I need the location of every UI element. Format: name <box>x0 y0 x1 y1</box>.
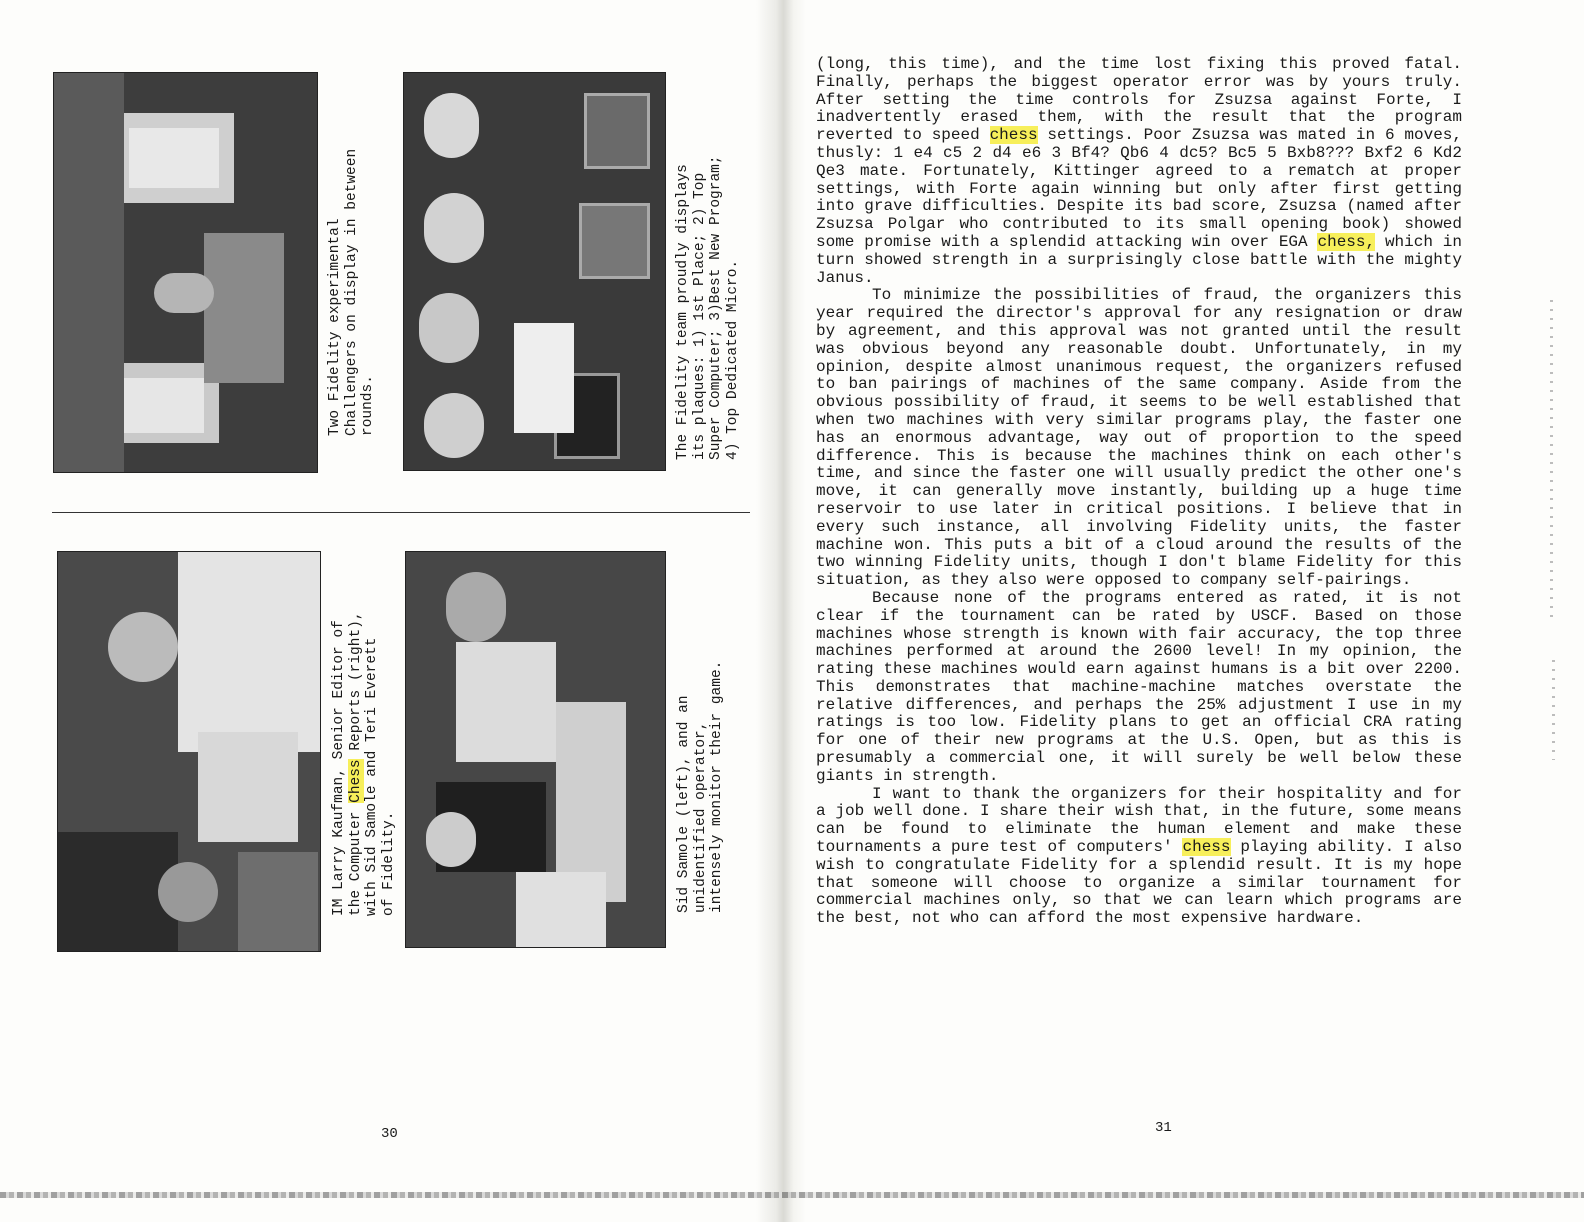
article-paragraph <box>816 590 1462 786</box>
page-number-left: 30 <box>381 1126 398 1142</box>
page-number-right: 31 <box>1155 1120 1172 1136</box>
highlighted-word: chess <box>1182 838 1231 857</box>
caption-bottom-left <box>331 611 397 916</box>
article-paragraph <box>816 786 1462 928</box>
caption-bottom-right: Sid Samole (left), and an unidentified operator, intensely monitor their game. <box>676 660 725 913</box>
paragraph-text: which in turn showed strength in a surprisingly close battle with the mighty Janus. <box>816 232 1462 287</box>
edge-marks <box>1552 660 1555 760</box>
caption-top-right: The Fidelity team proudly displays its plaques: 1) 1st Place; 2) Top Super Computer; 3)Best New Program; 4) Top Dedicated Micro. <box>675 155 741 460</box>
left-page <box>0 0 780 1222</box>
caption-bottom-left-pre: IM Larry Kaufman, Senior Editor of the Computer <box>331 620 364 916</box>
edge-marks <box>1550 300 1553 620</box>
photo-fidelity-team <box>403 72 666 471</box>
highlighted-word: chess, <box>1317 232 1376 251</box>
article-body <box>816 56 1462 928</box>
caption-top-left: Two Fidelity experimental Challengers on display in between rounds. <box>327 148 376 436</box>
caption-bottom-left-highlight: Chess <box>347 759 364 803</box>
paragraph-text: (long, this time), and the time lost fixing this proved fatal. Finally, perhaps the biggest operator error was by yours truly. After setting the time controls for Zsuzsa against Forte, I inadvertently erased them, with the result that the program reverted to speed <box>816 55 1462 145</box>
paragraph-text: settings. Poor Zsuzsa was mated in 6 moves, thusly: 1 e4 c5 2 d4 e6 3 Bf4? Qb6 4 dc5? Bc5 5 Bxb8??? Bxf2 6 Kd2 Qe3 mate. Fortunately, Kittinger agreed to a rematch at proper settings, with Forte again winning but only after first getting into grave difficulties. Despite its bad score, Zsuzsa (named after Zsuzsa Polgar who contributed to its small opening book) showed some promise with a splendid attacking win over EGA <box>816 126 1463 251</box>
paragraph-text: To minimize the possibilities of fraud, the organizers this year required the director's approval for any resignation or draw by agreement, and this approval was not granted until the result was obvious beyond any reasonable doubt. Unfortunately, in my opinion, despite almost unanimous request, the organizers refused to ban pairings of machines of the same company. Aside from the obvious possibility of fraud, it seems to be well established that when two machines with very similar programs play, the faster one has an enormous advantage, way out of proportion to the speed difference. This is because the machines think on each other's time, and since the faster one will usually predict the other one's move, it can generally move instantly, building up a huge time reservoir to use later in critical positions. I believe that in every such instance, all involving Fidelity units, the faster machine won. This puts a bit of a cloud around the results of the two winning Fidelity units, though I don't blame Fidelity for this situation, as they also were opposed to company self-pairings. <box>816 286 1462 590</box>
paragraph-text: I want to thank the organizers for their hospitality and for a job well done. I share their wish that, in the future, some means can be found to eliminate the human element and make these tournaments a pure test of computers' <box>816 784 1462 857</box>
scan-edge <box>0 1192 1584 1198</box>
photo-sid-samole <box>405 551 666 948</box>
photo-larry-kaufman <box>57 551 321 952</box>
article-paragraph <box>816 56 1462 287</box>
divider-rule <box>52 512 750 513</box>
paragraph-text: playing ability. I also wish to congratulate Fidelity for a splendid result. It is my hope that someone will choose to organize a similar tournament for commercial machines only, so that we can learn which programs are the best, not who can afford the most expensive hardware. <box>816 838 1463 928</box>
photo-experimental-challengers <box>53 72 318 473</box>
article-paragraph <box>816 287 1462 590</box>
highlighted-word: chess <box>989 126 1038 145</box>
caption-bottom-left-post: Reports (right), with Sid Samole and Teri Everett of Fidelity. <box>347 611 397 916</box>
paragraph-text: Because none of the programs entered as rated, it is not clear if the tournament can be rated by USCF. Based on those machines whose strength is known with fair accuracy, the top three machines performed at around the 2600 level! In my opinion, the rating these machines would earn against humans is a bit over 2200. This demonstrates that machine-machine matches overstate the relative differences, and perhaps the 25% adjustment I use in my ratings is too low. Fidelity plans to get an official CRA rating for one of their new programs at the U.S. Open, but as this is presumably a commercial one, it will surely be well below these giants in strength. <box>816 588 1462 785</box>
